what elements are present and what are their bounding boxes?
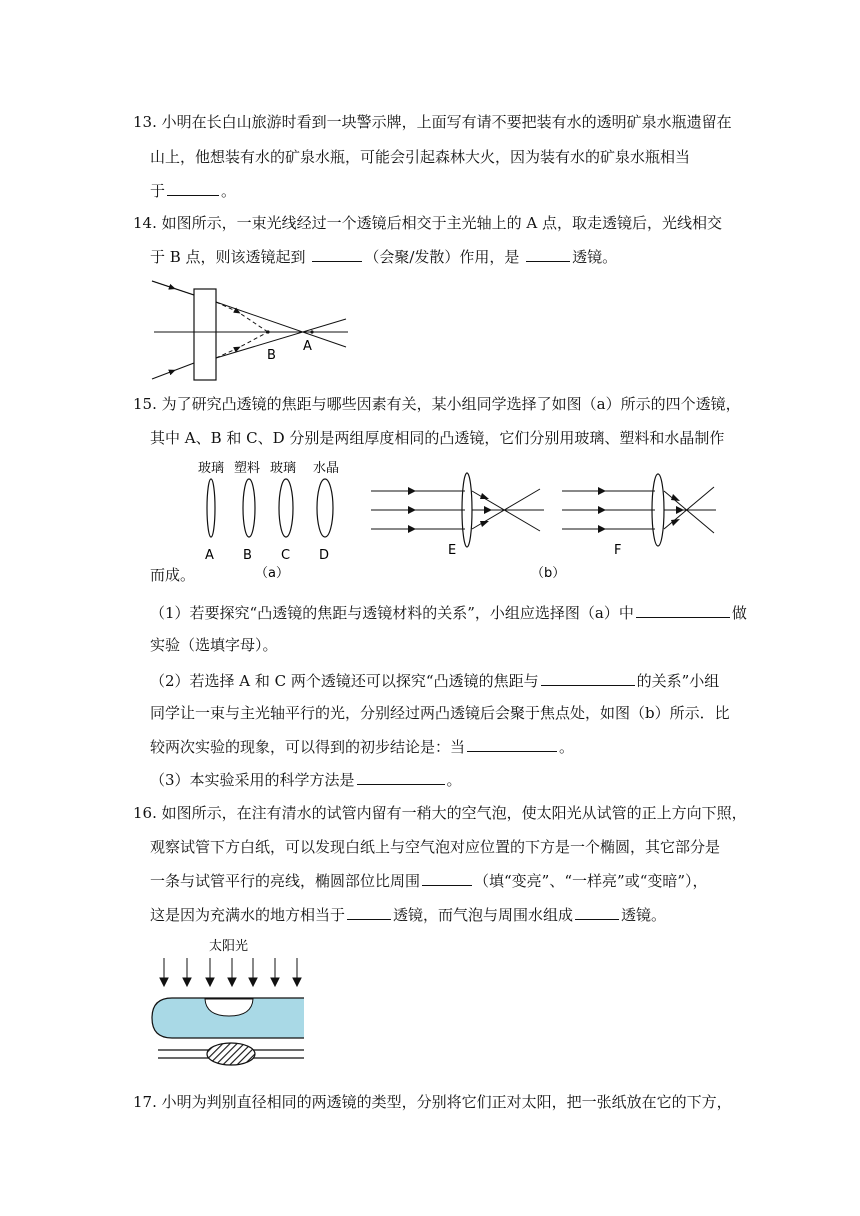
q15-label-f: F: [614, 543, 622, 558]
q14-text-a: 于 B 点，则该透镜起到: [150, 248, 311, 266]
q13-line-2: 山上，他想装有水的矿泉水瓶，可能会引起森林大火，因为装有水的矿泉水瓶相当: [150, 148, 691, 166]
q15-sub1-text: （1）若要探究“凸透镜的焦距与透镜材料的关系”，小组应选择图（a）中: [150, 604, 634, 622]
q15-sub2-text: （2）若选择 A 和 C 两个透镜还可以探究“凸透镜的焦距与: [150, 672, 539, 690]
q16-text-c: 这是因为充满水的地方相当于: [150, 906, 346, 924]
q16-ellipse-shadow: [207, 1043, 255, 1065]
q15-material-b: 塑料: [234, 461, 261, 476]
q15-material-c: 玻璃: [270, 461, 297, 476]
q15-caption-a: （a）: [255, 566, 289, 581]
q13-text-end: 。: [221, 182, 237, 200]
q15-sub2-text-e: 。: [559, 738, 575, 756]
q16-text-e: 透镜。: [621, 906, 667, 924]
q16-text-a: 一条与试管平行的亮线，椭圆部位比周围: [150, 872, 421, 890]
q14-text-c: 透镜。: [572, 248, 618, 266]
q14-text-b: （会聚/发散）作用，是: [364, 248, 525, 266]
q15-material-d: 水晶: [313, 461, 340, 476]
q15-letter-c: C: [281, 548, 291, 563]
q15-sub3-text-end: 。: [446, 771, 462, 789]
q15-sub2-text-b: 的关系”小组: [636, 672, 720, 690]
q16-text-b: （填“变亮”、“一样亮”或“变暗”），: [474, 872, 708, 890]
q17-line-1: 17. 小明为判别直径相同的两透镜的类型，分别将它们正对太阳，把一张纸放在它的下方，: [133, 1093, 732, 1111]
q15-letter-a: A: [205, 548, 214, 563]
q15-sub1-line-2: 实验（选填字母）。: [150, 636, 278, 654]
q15-label-e: E: [448, 543, 457, 558]
q15-sub2-line-2: 同学让一束与主光轴平行的光，分别经过两凸透镜后会聚于焦点处，如图（b）所示．比: [150, 704, 730, 722]
q15-line-2: 其中 A、B 和 C、D 分别是两组厚度相同的凸透镜，它们分别用玻璃、塑料和水晶制作: [150, 429, 725, 447]
q14-label-b: B: [267, 348, 276, 363]
q14-label-a: A: [303, 339, 312, 354]
q15-sub2-text-d: 较两次实验的现象，可以得到的初步结论是：当: [150, 738, 466, 756]
q16-sun-label: 太阳光: [209, 939, 249, 954]
q16-line-1: 16. 如图所示，在注有清水的试管内留有一稍大的空气泡，使太阳光从试管的正上方向下照，: [133, 804, 747, 822]
q15-line-3: 而成。: [150, 566, 196, 584]
q14-line-1: 14. 如图所示，一束光线经过一个透镜后相交于主光轴上的 A 点，取走透镜后，光线相交: [133, 214, 722, 232]
q15-caption-b: （b）: [531, 566, 566, 581]
q15-material-a: 玻璃: [198, 461, 225, 476]
q15-sub3-text: （3）本实验采用的科学方法是: [150, 771, 355, 789]
q16-sun-arrows: [160, 958, 301, 986]
q15-letter-b: B: [243, 548, 252, 563]
q15-line-1: 15. 为了研究凸透镜的焦距与哪些因素有关，某小组同学选择了如图（a）所示的四个透镜，: [133, 395, 741, 413]
q13-text: 于: [150, 182, 166, 200]
q16-text-d: 透镜，而气泡与周围水组成: [393, 906, 574, 924]
q13-line-1: 13. 小明在长白山旅游时看到一块警示牌，上面写有请不要把装有水的透明矿泉水瓶遗留在: [133, 113, 732, 131]
q15-letter-d: D: [319, 548, 330, 563]
q15-sub1-text-end: 做: [731, 604, 747, 622]
q16-line-2: 观察试管下方白纸，可以发现白纸上与空气泡对应位置的下方是一个椭圆，其它部分是: [150, 838, 721, 856]
